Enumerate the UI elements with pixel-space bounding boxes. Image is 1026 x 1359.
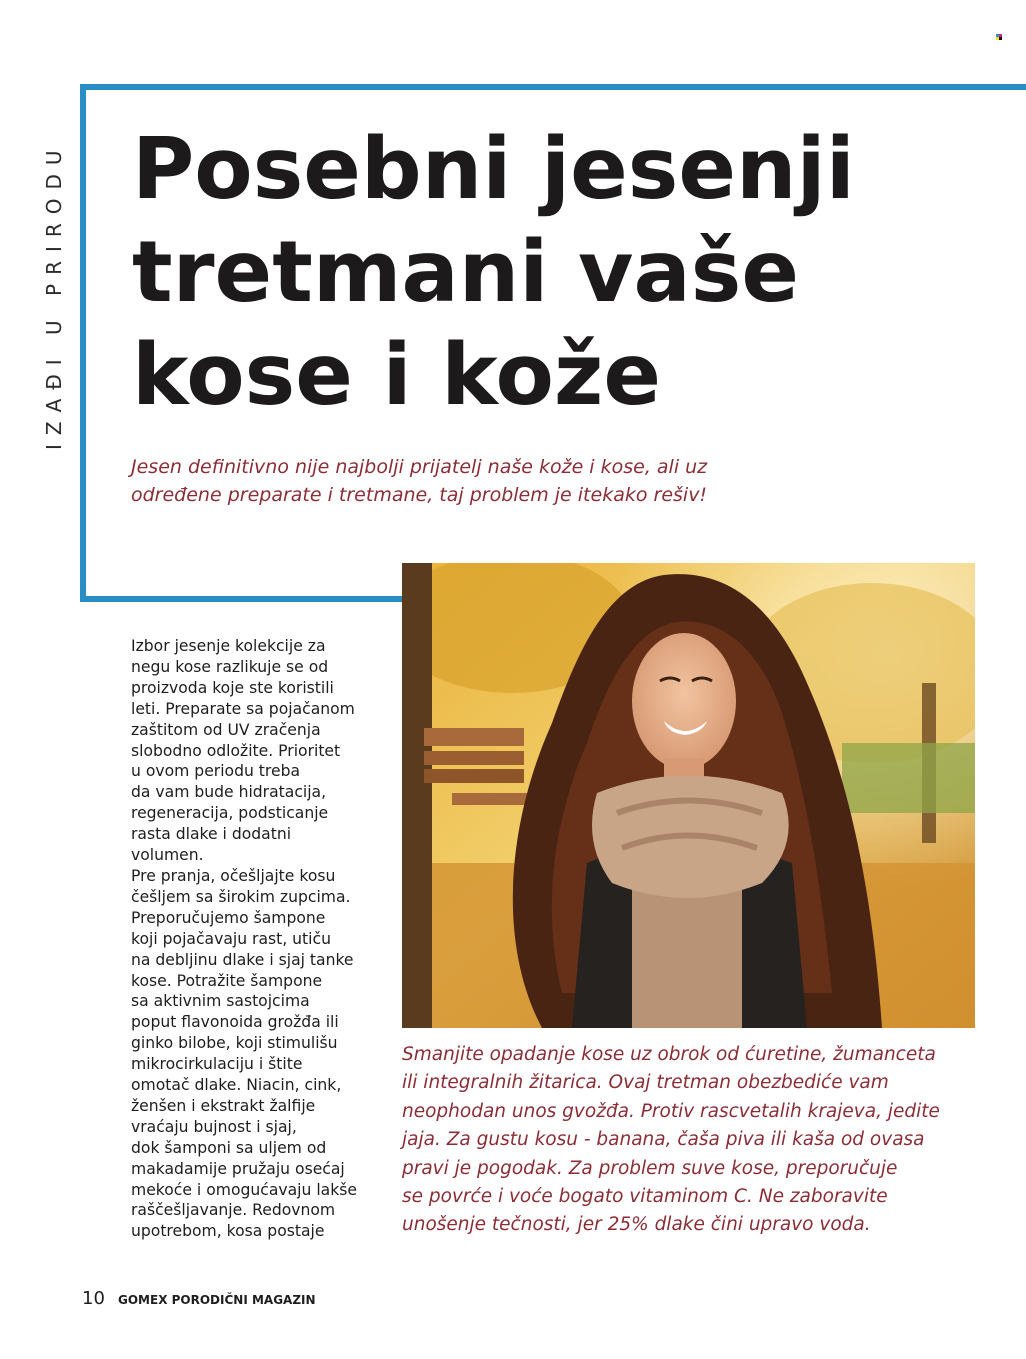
article-body: Izbor jesenje kolekcije za negu kose razlikuje se od proizvoda koje ste koristili leti. Preparate sa pojačanom zaštitom od UV zračenja slobodno odložite. Prioritet u ovom periodu treba da vam bude hidratacija, regeneracija, podsticanje rasta dlake i dodatni volumen. Pre pranja, očešljajte kosu češljem sa širokim zupcima. Preporučujemo šampone koji pojačavaju rast, utiču na debljinu dlake i sjaj tanke kose. Potražite šampone sa aktivnim sastojcima poput flavonoida grožđa ili ginko bilobe, koji stimulišu mikrocirkulaciju i štite omotač dlake. Niacin, cink, ženšen i ekstrakt žalfije vraćaju bujnost i sjaj, dok šamponi sa uljem od makadamije pružaju osećaj mekoće i omogućavaju lakše raščešljavanje. Redovnom upotrebom, kosa postaje <box>131 637 357 1241</box>
frame-top-border <box>80 84 1026 90</box>
magazine-name: GOMEX PORODIČNI MAGAZIN <box>118 1293 316 1307</box>
page-number: 10 <box>82 1288 105 1309</box>
section-label: IZAĐI U PRIRODU <box>42 141 66 450</box>
color-registration-mark-icon <box>996 27 1006 35</box>
article-lead: Jesen definitivno nije najbolji prijatelj naše kože i kose, ali uz određene preparate i tretmane, taj problem je itekako rešiv! <box>131 456 708 506</box>
frame-left-border <box>80 84 86 602</box>
article-title: Posebni jesenji tretmani vaše kose i kože <box>132 120 855 425</box>
page-footer <box>82 1288 316 1309</box>
frame-bottom-border <box>80 596 402 602</box>
article-photo <box>402 563 975 1028</box>
photo-caption: Smanjite opadanje kose uz obrok od ćuretine, žumanceta ili integralnih žitarica. Ovaj tretman obezbediće vam neophodan unos gvožđa. Protiv rascvetalih krajeva, jedite jaja. Za gustu kosu - banana, čaša piva ili kaša od ovasa pravi je pogodak. Za problem suve kose, preporučuje se povrće i voće bogato vitaminom C. Ne zaboravite unošenje tečnosti, jer 25% dlake čini upravo voda. <box>402 1044 940 1236</box>
